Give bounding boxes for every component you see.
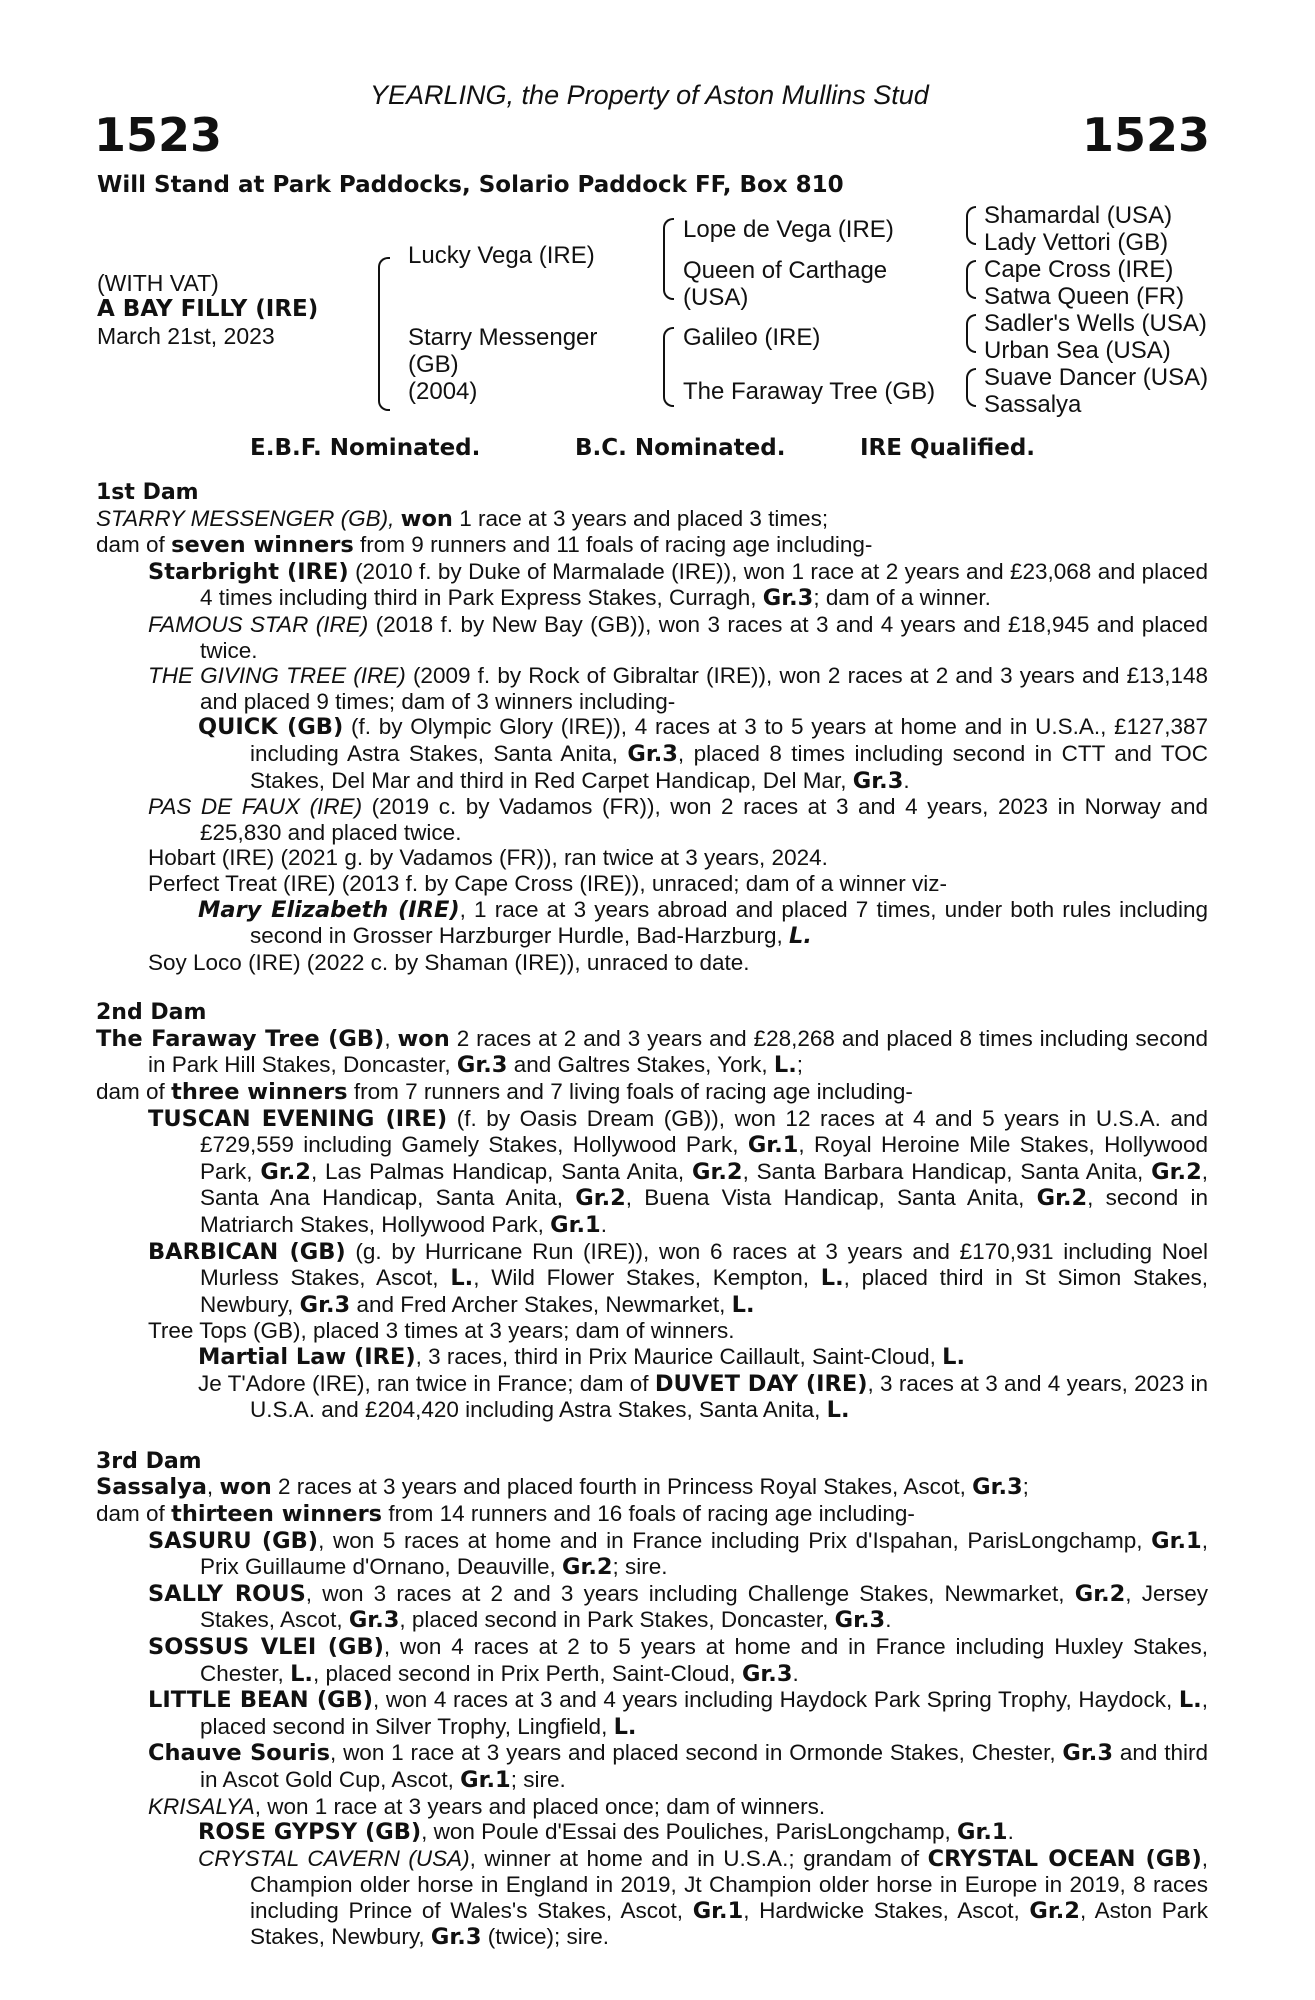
produce-starbright: Starbright (IRE) (2010 f. by Duke of Marmalade (IRE)), won 1 race at 2 years and £23,068 and placed 4 times including third in Park Express Stakes, Curragh, Gr.3; dam of a winner.: [148, 558, 1208, 612]
produce-giving-tree: THE GIVING TREE (IRE) (2009 f. by Rock of Gibraltar (IRE)), won 2 races at 2 and 3 years and £13,148 and placed 9 times; dam of 3 winners including-: [148, 663, 1208, 714]
produce-martial-law: Martial Law (IRE), 3 races, third in Prix Maurice Caillault, Saint-Cloud, L.: [198, 1344, 965, 1370]
produce-mary-elizabeth: Mary Elizabeth (IRE), 1 race at 3 years abroad and placed 7 times, under both rules including second in Grosser Harzburger Hurdle, Bad-Harzburg, L.: [198, 896, 1208, 950]
pedigree-dam-dam: The Faraway Tree (GB): [683, 378, 936, 405]
second-dam-produce-summary: dam of three winners from 7 runners and 7 living foals of racing age including-: [96, 1079, 913, 1106]
pedigree-brace-dd: [966, 368, 976, 407]
first-dam-produce-summary: dam of seven winners from 9 runners and 11 foals of racing age including-: [96, 532, 873, 559]
produce-sossus-vlei: SOSSUS VLEI (GB), won 4 races at 2 to 5 years at home and in France including Huxley Stakes, Chester, L., placed second in Prix Perth, Saint-Cloud, Gr.3.: [148, 1633, 1208, 1687]
produce-tree-tops: Tree Tops (GB), placed 3 times at 3 years; dam of winners.: [148, 1318, 735, 1344]
pedigree-sdd: Satwa Queen (FR): [984, 283, 1185, 310]
pedigree-sss: Shamardal (USA): [984, 202, 1173, 229]
third-dam-heading: 3rd Dam: [96, 1448, 202, 1474]
pedigree-dss: Sadler's Wells (USA): [984, 310, 1207, 337]
pedigree-brace-ss: [966, 206, 976, 245]
first-dam-intro: STARRY MESSENGER (GB), won 1 race at 3 years and placed 3 times;: [96, 505, 829, 532]
sale-title: YEARLING, the Property of Aston Mullins Stud: [370, 80, 929, 110]
lot-number-left: 1523: [94, 108, 223, 162]
produce-quick: QUICK (GB) (f. by Olympic Glory (IRE)), 4 races at 3 to 5 years at home and in U.S.A., £127,387 including Astra Stakes, Santa Anita, Gr.3, placed 8 times including second in CTT and TOC Stakes, Del Mar and third in Red Carpet Handicap, Del Mar, Gr.3.: [198, 714, 1208, 794]
pedigree-brace-ds: [966, 314, 976, 353]
produce-sally-rous: SALLY ROUS, won 3 races at 2 and 3 years including Challenge Stakes, Newmarket, Gr.2, Jersey Stakes, Ascot, Gr.3, placed second in Park Stakes, Doncaster, Gr.3.: [148, 1580, 1208, 1634]
pedigree-dam-sire: Galileo (IRE): [683, 324, 821, 351]
pedigree-ddd: Sassalya: [984, 391, 1082, 418]
second-dam-intro: The Faraway Tree (GB), won 2 races at 2 and 3 years and £28,268 and placed 8 times including second in Park Hill Stakes, Doncaster, Gr.3 and Galtres Stakes, York, L.;: [96, 1025, 1208, 1079]
horse-name: A BAY FILLY (IRE): [97, 296, 319, 322]
second-dam-heading: 2nd Dam: [96, 1000, 207, 1026]
produce-pas-de-faux: PAS DE FAUX (IRE) (2019 c. by Vadamos (FR)), won 2 races at 3 and 4 years, 2023 in Norway and £25,830 and placed twice.: [148, 794, 1208, 845]
foaling-date: March 21st, 2023: [97, 323, 275, 349]
pedigree-sds: Cape Cross (IRE): [984, 256, 1174, 283]
pedigree-sire: Lucky Vega (IRE): [408, 242, 595, 269]
first-dam-heading: 1st Dam: [96, 480, 199, 505]
third-dam-intro: Sassalya, won 2 races at 3 years and placed fourth in Princess Royal Stakes, Ascot, Gr.3;: [96, 1474, 1029, 1501]
produce-perfect-treat: Perfect Treat (IRE) (2013 f. by Cape Cross (IRE)), unraced; dam of a winner viz-: [148, 870, 948, 896]
produce-crystal-cavern: CRYSTAL CAVERN (USA), winner at home and in U.S.A.; grandam of CRYSTAL OCEAN (GB), Champion older horse in England in 2019, Jt Champion older horse in Europe in 2019, 8 races including Prince of Wales's Stakes, Ascot, Gr.1, Hardwicke Stakes, Ascot, Gr.2, Aston Park Stakes, Newbury, Gr.3 (twice); sire.: [198, 1845, 1209, 1951]
produce-je-tadore: Je T'Adore (IRE), ran twice in France; dam of DUVET DAY (IRE), 3 races at 3 and 4 years, 2023 in U.S.A. and £204,420 including Astra Stakes, Santa Anita, L.: [198, 1370, 1209, 1424]
produce-hobart: Hobart (IRE) (2021 g. by Vadamos (FR)), ran twice at 3 years, 2024.: [148, 845, 828, 871]
pedigree-brace-sire: [663, 218, 674, 300]
catalogue-body: [96, 480, 1208, 1951]
bc-nomination: B.C. Nominated.: [575, 435, 786, 461]
pedigree-brace-sd: [966, 260, 976, 299]
pedigree-dsd: Urban Sea (USA): [984, 337, 1171, 364]
vat-note: (WITH VAT): [97, 270, 219, 296]
produce-little-bean: LITTLE BEAN (GB), won 4 races at 3 and 4 years including Haydock Park Spring Trophy, Haydock, L., placed second in Silver Trophy, Lingfield, L.: [148, 1687, 1208, 1740]
third-dam-produce-summary: dam of thirteen winners from 14 runners and 16 foals of racing age including-: [96, 1500, 915, 1527]
pedigree-sire-sire: Lope de Vega (IRE): [683, 216, 894, 243]
pedigree-dds: Suave Dancer (USA): [984, 364, 1209, 391]
produce-sasuru: SASURU (GB), won 5 races at home and in France including Prix d'Ispahan, ParisLongchamp, Gr.1, Prix Guillaume d'Ornano, Deauville, Gr.2; sire.: [148, 1527, 1208, 1581]
produce-soy-loco: Soy Loco (IRE) (2022 c. by Shaman (IRE)), unraced to date.: [148, 949, 750, 975]
lot-number-right: 1523: [1082, 108, 1211, 162]
produce-famous-star: FAMOUS STAR (IRE) (2018 f. by New Bay (GB)), won 3 races at 3 and 4 years and £18,945 and placed twice.: [148, 611, 1208, 663]
pedigree-dam-line3: (2004): [408, 378, 478, 405]
pedigree-sire-dam-line1: Queen of Carthage: [683, 257, 888, 284]
produce-chauve-souris: Chauve Souris, won 1 race at 3 years and placed second in Ormonde Stakes, Chester, Gr.3 and third in Ascot Gold Cup, Ascot, Gr.1; sire.: [148, 1740, 1208, 1793]
pedigree-ssd: Lady Vettori (GB): [984, 229, 1169, 256]
pedigree-dam-line2: (GB): [408, 351, 459, 378]
ire-qualification: IRE Qualified.: [860, 435, 1036, 461]
produce-krisalya: KRISALYA, won 1 race at 3 years and placed once; dam of winners.: [148, 1793, 826, 1819]
pedigree-sire-dam-line2: (USA): [683, 284, 749, 311]
pedigree-dam-line1: Starry Messenger: [408, 324, 598, 351]
produce-rose-gypsy: ROSE GYPSY (GB), won Poule d'Essai des Pouliches, ParisLongchamp, Gr.1.: [198, 1819, 1014, 1846]
pedigree-brace-dam: [663, 327, 674, 407]
stand-location: Will Stand at Park Paddocks, Solario Paddock FF, Box 810: [97, 172, 844, 198]
produce-tuscan-evening: TUSCAN EVENING (IRE) (f. by Oasis Dream (GB)), won 12 races at 4 and 5 years in U.S.A. and £729,559 including Gamely Stakes, Hollywood Park, Gr.1, Royal Heroine Mile Stakes, Hollywood Park, Gr.2, Las Palmas Handicap, Santa Anita, Gr.2, Santa Barbara Handicap, Santa Anita, Gr.2, Santa Ana Handicap, Santa Anita, Gr.2, Buena Vista Handicap, Santa Anita, Gr.2, second in Matriarch Stakes, Hollywood Park, Gr.1.: [148, 1105, 1208, 1239]
ebf-nomination: E.B.F. Nominated.: [250, 435, 481, 461]
pedigree-brace-main: [378, 257, 390, 411]
produce-barbican: BARBICAN (GB) (g. by Hurricane Run (IRE)), won 6 races at 3 years and £170,931 including Noel Murless Stakes, Ascot, L., Wild Flower Stakes, Kempton, L., placed third in St Simon Stakes, Newbury, Gr.3 and Fred Archer Stakes, Newmarket, L.: [148, 1238, 1208, 1318]
